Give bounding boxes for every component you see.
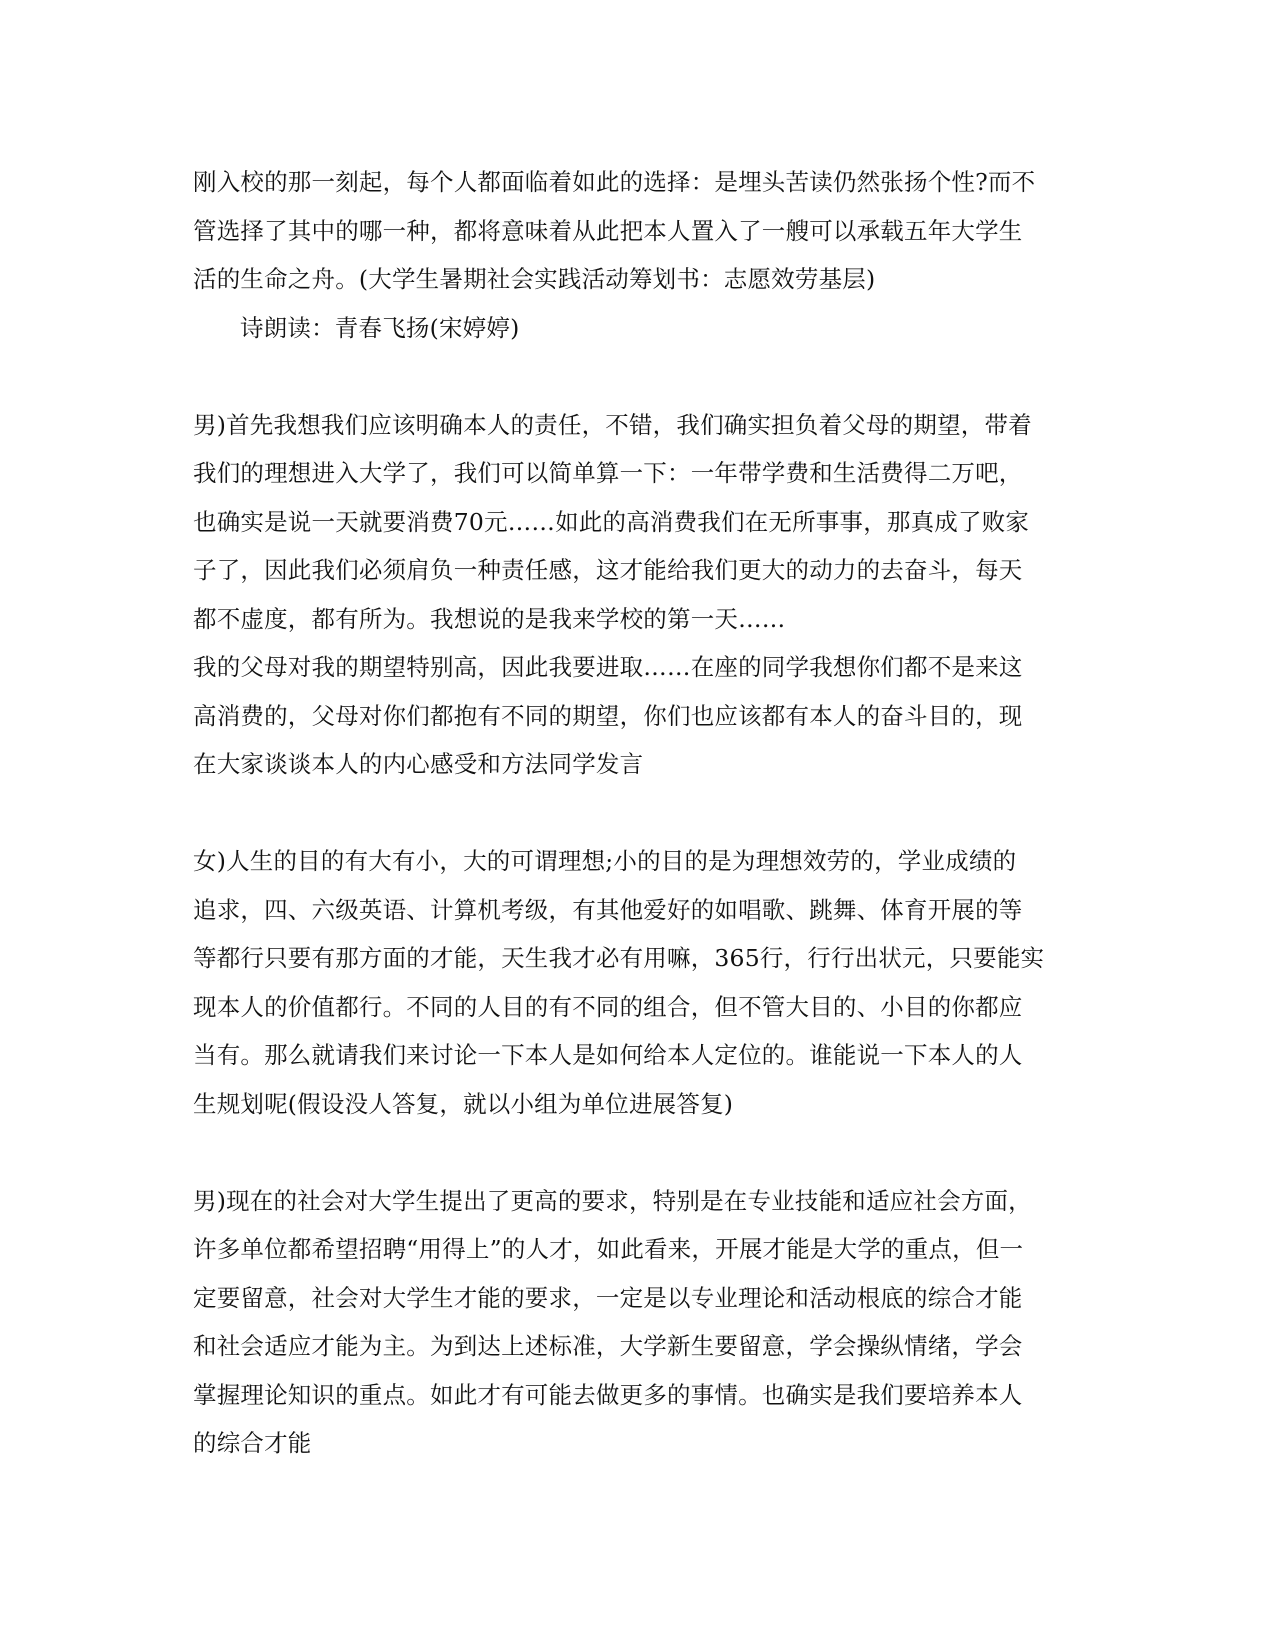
paragraph-gap: [193, 1128, 1093, 1177]
text-line: 掌握理论知识的重点。如此才有可能去做更多的事情。也确实是我们要培养本人: [193, 1380, 1023, 1409]
text-line: 追求，四、六级英语、计算机考级，有其他爱好的如唱歌、跳舞、体育开展的等: [193, 895, 1023, 924]
text-line: 许多单位都希望招聘“用得上”的人才，如此看来，开展才能是大学的重点，但一: [193, 1235, 1024, 1263]
text-line: 高消费的，父母对你们都抱有不同的期望，你们也应该都有本人的奋斗目的，现: [193, 701, 1023, 730]
paragraph-intro: [193, 158, 1093, 304]
paragraph-gap: [193, 789, 1093, 838]
text-line: 生规划呢(假设没人答复，就以小组为单位进展答复): [193, 1089, 734, 1118]
text-line: 刚入校的那一刻起，每个人都面临着如此的选择：是埋头苦读仍然张扬个性?而不: [193, 168, 1036, 196]
paragraph-poem-reading: [193, 304, 1093, 353]
text-line: 等都行只要有那方面的才能，天生我才必有用嘛，365行，行行出状元，只要能实: [193, 944, 1045, 972]
text-line: 当有。那么就请我们来讨论一下本人是如何给本人定位的。谁能说一下本人的人: [193, 1041, 1023, 1069]
text-line: 诗朗读：青春飞扬(宋婷婷): [240, 313, 520, 342]
paragraph-gap: [193, 352, 1093, 401]
text-line: 活的生命之舟。(大学生暑期社会实践活动筹划书：志愿效劳基层): [193, 265, 876, 293]
text-line: 的综合才能: [193, 1429, 312, 1457]
text-line: 定要留意，社会对大学生才能的要求，一定是以专业理论和活动根底的综合才能: [193, 1283, 1023, 1312]
text-line: 我们的理想进入大学了，我们可以简单算一下：一年带学费和生活费得二万吧，: [193, 459, 1023, 487]
text-line: 男)首先我想我们应该明确本人的责任，不错，我们确实担负着父母的期望，带着: [193, 410, 1032, 439]
text-line: 男)现在的社会对大学生提出了更高的要求，特别是在专业技能和适应社会方面，: [193, 1186, 1032, 1215]
text-line: 和社会适应才能为主。为到达上述标准，大学新生要留意，学会操纵情绪，学会: [193, 1332, 1023, 1360]
text-line: 管选择了其中的哪一种，都将意味着从此把本人置入了一艘可以承载五年大学生: [193, 216, 1023, 245]
text-line: 在大家谈谈本人的内心感受和方法同学发言: [193, 750, 644, 778]
paragraph-female-speaker: [193, 837, 1093, 1128]
text-line: 也确实是说一天就要消费70元……如此的高消费我们在无所事事，那真成了败家: [193, 507, 1030, 536]
paragraph-male-speaker-2: [193, 1177, 1093, 1468]
text-line: 我的父母对我的期望特别高，因此我要进取……在座的同学我想你们都不是来这: [193, 653, 1023, 681]
text-line: 子了，因此我们必须肩负一种责任感，这才能给我们更大的动力的去奋斗，每天: [193, 556, 1023, 584]
text-line: 女)人生的目的有大有小，大的可谓理想;小的目的是为理想效劳的，学业成绩的: [193, 847, 1017, 875]
document-body: [193, 158, 1093, 1468]
paragraph-male-speaker-1: [193, 401, 1093, 789]
text-line: 现本人的价值都行。不同的人目的有不同的组合，但不管大目的、小目的你都应: [193, 992, 1023, 1021]
text-line: 都不虚度，都有所为。我想说的是我来学校的第一天……: [193, 604, 786, 633]
